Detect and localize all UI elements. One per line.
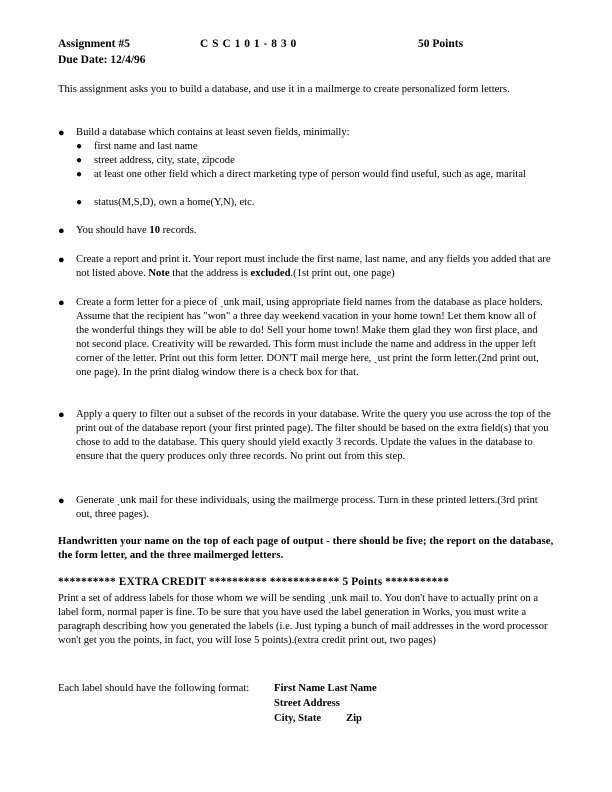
bullet-icon: ● [58,495,65,507]
subitem-extra-field: at least one other field which a direct marketing type of person would find useful, such as age, marital [94,169,526,180]
item-form-letter: Create a form letter for a piece of ˏunk mail, using appropriate field names from the database as place holders. Assume that the recipient has "won" a three day weekend vacation in your home town! Let them know all of the wonderful things they will be able to do! Sell your home town! Make them glad they won first place, and not second place. Creativity will be rewarded. This form must include the name and address in the upper left corner of the letter. Print out this form letter. DON'T mail merge here, ˏust print the form letter.(2nd print out, one page). In the print dialog window there is a check box for that. [76,297,543,378]
item-junk-mail: Generate ˏunk mail for these individuals, using the mailmerge process. Turn in these printed letters.(3rd print out, three pages). [76,495,538,520]
subitem-status: status(M,S,D), own a home(Y,N), etc. [94,197,255,208]
due-date: Due Date: 12/4/96 [58,54,146,66]
item-records: You should have 10 records. [76,225,197,236]
extra-credit-text: Print a set of address labels for those whom we will be sending ˏunk mail to. You don't have to actually print on a label form, normal paper is fine. To be sure that you have used the label generation in Works, you must write a paragraph describing how you generated the labels (i.e. Just typing a bunch of mail addresses in the word processor won't get you the points, in fact, you will lose 5 points).(extra credit print out, two pages) [58,593,548,646]
bullet-icon: ● [76,197,83,208]
extra-credit-banner: ********** EXTRA CREDIT ********** ************ 5 Points *********** [58,576,449,588]
bullet-icon: ● [76,169,83,180]
label-line-city-state: City, State [274,713,322,724]
item-build-database: Build a database which contains at least seven fields, minimally: [76,127,350,138]
label-line-zip: Zip [346,713,362,724]
bullet-icon: ● [76,155,83,166]
bullet-icon: ● [58,297,65,309]
intro-paragraph: This assignment asks you to build a database, and use it in a mailmerge to create personalized form letters. [58,84,510,95]
subitem-name: first name and last name [94,141,198,152]
label-line-name: First Name Last Name [274,683,377,694]
bullet-icon: ● [58,225,65,237]
label-format-intro: Each label should have the following format: [58,683,250,694]
points: 50 Points [418,38,464,50]
assignment-number: Assignment #5 [58,38,130,50]
course-code: C S C 1 0 1 - 8 3 0 [200,38,297,50]
handwritten-note: Handwritten your name on the top of each page of output - there should be five; the report on the database, the form letter, and the three mailmerged letters. [58,536,554,561]
bullet-icon: ● [58,127,65,139]
bullet-icon: ● [58,254,65,266]
label-line-street: Street Address [274,698,340,709]
bullet-icon: ● [76,141,83,152]
item-report: Create a report and print it. Your report must include the first name, last name, and any fields you added that are not listed above. Note that the address is excluded.(1st print out, one page) [76,254,551,279]
bullet-icon: ● [58,409,65,421]
item-query: Apply a query to filter out a subset of the records in your database. Write the query you use across the top of the print out of the database report (your first printed page). The filter should be based on the extra field(s) that you chose to add to the database. This query should yield exactly 3 records. Update the values in the database to ensure that the query produces only three records. No print out from this step. [76,409,551,462]
subitem-address: street address, city, state, zipcode [94,155,235,166]
